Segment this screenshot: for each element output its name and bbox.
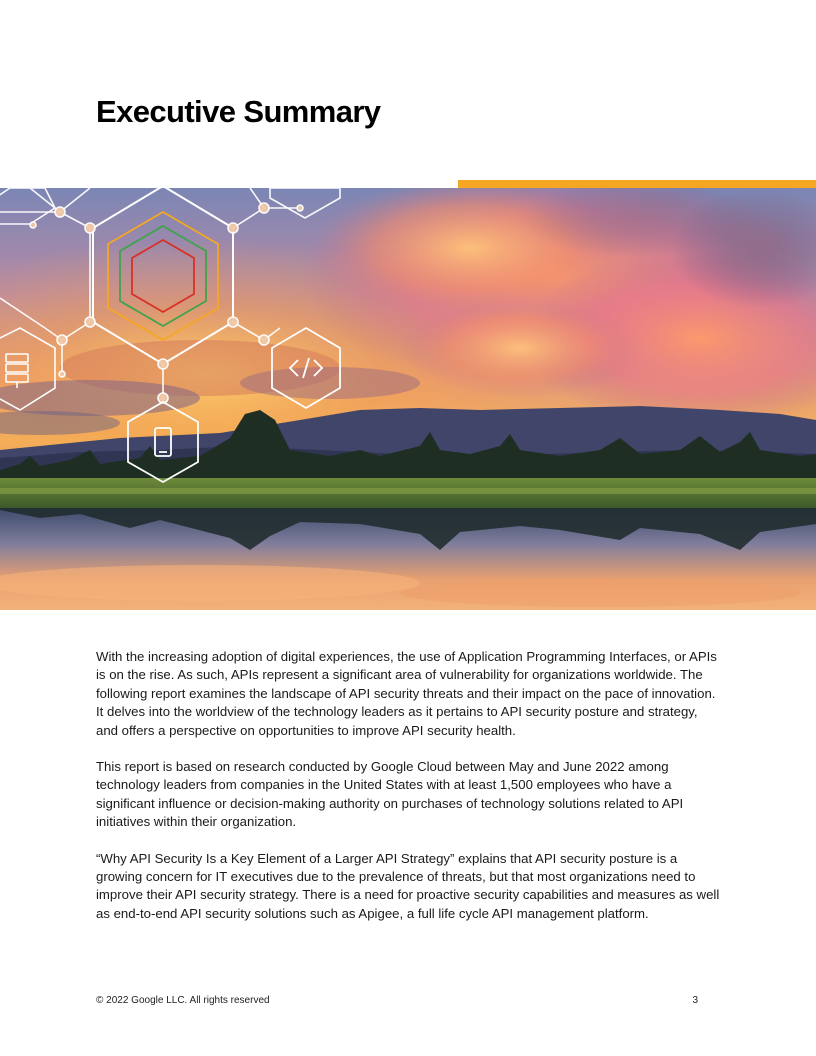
paragraph: “Why API Security Is a Key Element of a Larger API Strategy” explains that API security posture is a growing concern for IT executives due to the prevalence of threats, but that most organizations need to improve their API security strategy. There is a need for proactive security capabilities and measures as well as end-to-end API security solutions such as Apigee, a full life cycle API management platform. bbox=[96, 850, 720, 921]
page-number: 3 bbox=[692, 995, 698, 1006]
paragraph: With the increasing adoption of digital experiences, the use of Application Programming Interfaces, or APIs is on the rise. As such, APIs represent a significant area of vulnerability for organizations worldwide. The following report examines the landscape of API security threats and their impact on the pace of innovation. It delves into the worldview of the technology leaders as it pertains to API security posture and strategy, and offers a perspective on opportunities to improve API security health. bbox=[96, 649, 717, 738]
footer-copyright: © 2022 Google LLC. All rights reserved bbox=[96, 995, 270, 1006]
summary-body bbox=[96, 648, 720, 941]
hero-image bbox=[0, 188, 816, 610]
page-title: Executive Summary bbox=[96, 94, 381, 129]
paragraph: This report is based on research conducted by Google Cloud between May and June 2022 among technology leaders from companies in the United States with at least 1,500 employees who have a significant influence or decision-making authority on purchases of technology solutions related to API initiatives within their organization. bbox=[96, 759, 684, 830]
